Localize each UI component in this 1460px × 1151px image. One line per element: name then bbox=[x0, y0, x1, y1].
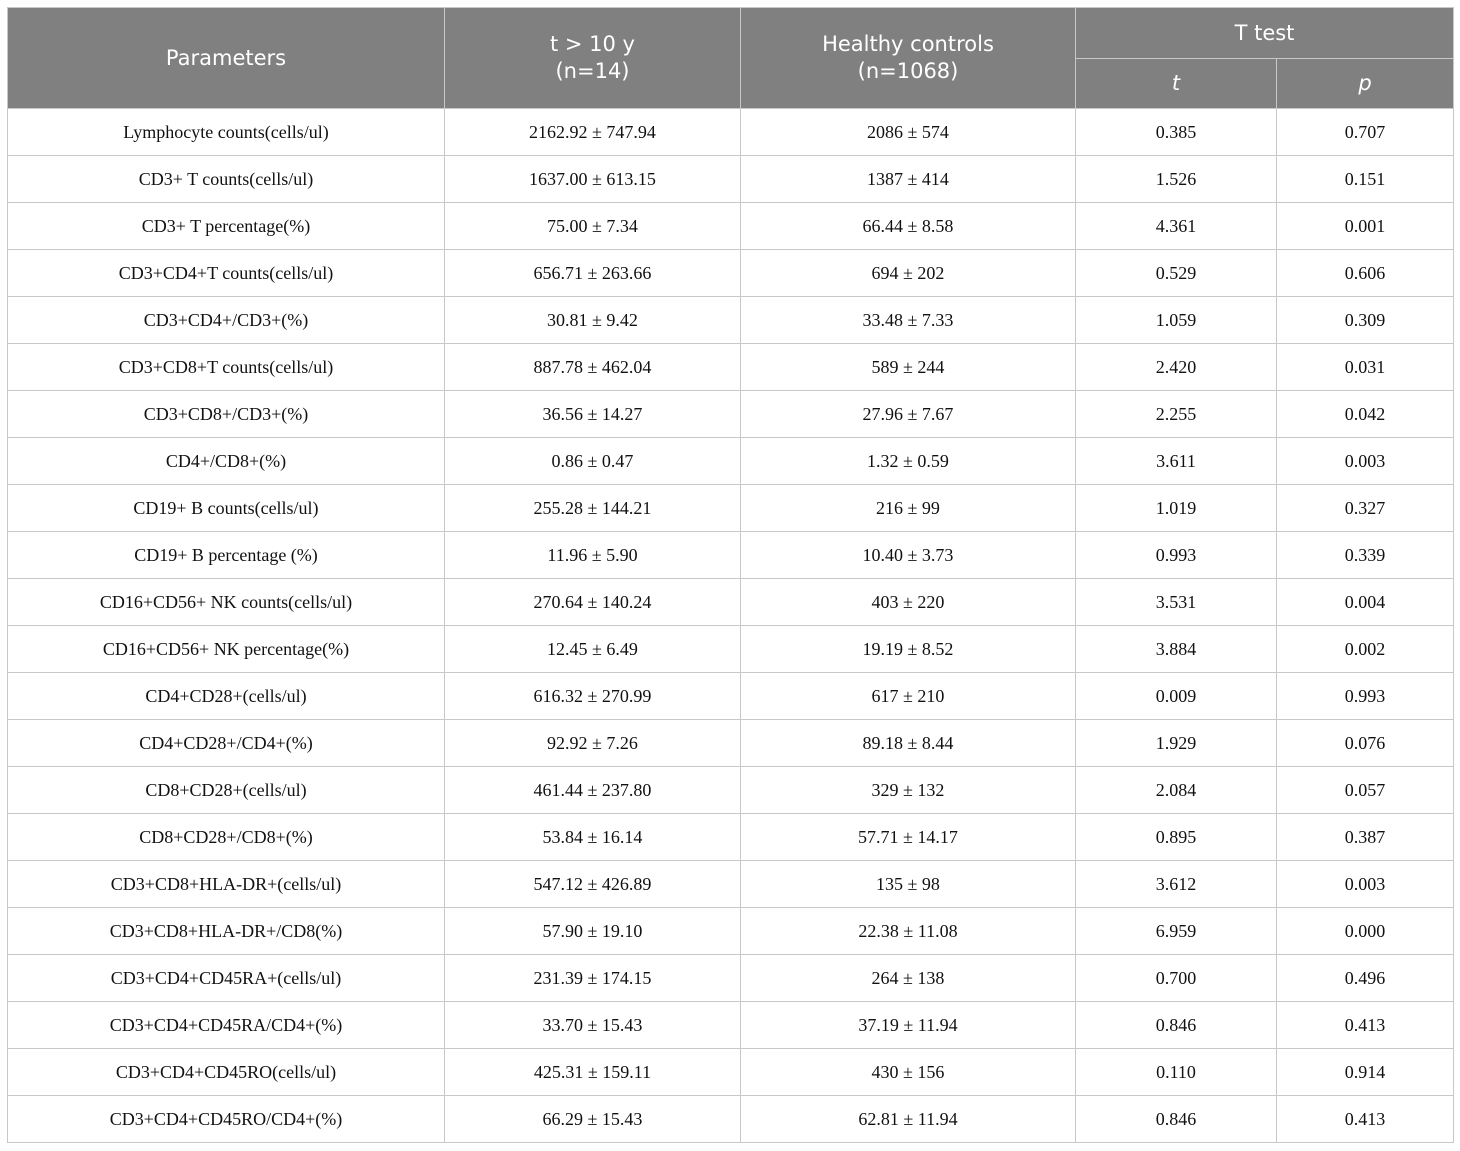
cell-p-value: 0.387 bbox=[1277, 814, 1454, 861]
cell-controls-value: 694 ± 202 bbox=[741, 250, 1076, 297]
cell-parameter: CD3+CD4+CD45RA+(cells/ul) bbox=[8, 955, 445, 1002]
header-ttest: T test bbox=[1076, 8, 1454, 59]
cell-controls-value: 2086 ± 574 bbox=[741, 109, 1076, 156]
cell-patients-value: 92.92 ± 7.26 bbox=[445, 720, 741, 767]
cell-p-value: 0.914 bbox=[1277, 1049, 1454, 1096]
table-row bbox=[8, 438, 1454, 485]
table-row bbox=[8, 673, 1454, 720]
cell-t-value: 3.531 bbox=[1076, 579, 1277, 626]
cell-p-value: 0.606 bbox=[1277, 250, 1454, 297]
cell-parameter: CD8+CD28+/CD8+(%) bbox=[8, 814, 445, 861]
table-row bbox=[8, 109, 1454, 156]
cell-p-value: 0.413 bbox=[1277, 1002, 1454, 1049]
cell-t-value: 0.846 bbox=[1076, 1096, 1277, 1143]
cell-controls-value: 135 ± 98 bbox=[741, 861, 1076, 908]
cell-t-value: 0.700 bbox=[1076, 955, 1277, 1002]
cell-patients-value: 270.64 ± 140.24 bbox=[445, 579, 741, 626]
cell-patients-value: 30.81 ± 9.42 bbox=[445, 297, 741, 344]
cell-t-value: 0.529 bbox=[1076, 250, 1277, 297]
cell-parameter: CD4+CD28+/CD4+(%) bbox=[8, 720, 445, 767]
header-group-patients-label: t > 10 y bbox=[549, 32, 635, 56]
header-group-controls bbox=[741, 8, 1076, 109]
cell-controls-value: 10.40 ± 3.73 bbox=[741, 532, 1076, 579]
cell-parameter: CD8+CD28+(cells/ul) bbox=[8, 767, 445, 814]
cell-controls-value: 27.96 ± 7.67 bbox=[741, 391, 1076, 438]
results-table bbox=[7, 7, 1454, 1143]
cell-controls-value: 33.48 ± 7.33 bbox=[741, 297, 1076, 344]
cell-t-value: 0.846 bbox=[1076, 1002, 1277, 1049]
cell-t-value: 0.895 bbox=[1076, 814, 1277, 861]
cell-patients-value: 1637.00 ± 613.15 bbox=[445, 156, 741, 203]
header-parameters: Parameters bbox=[8, 8, 445, 109]
header-p: p bbox=[1277, 59, 1454, 109]
cell-t-value: 1.526 bbox=[1076, 156, 1277, 203]
cell-parameter: CD3+CD8+T counts(cells/ul) bbox=[8, 344, 445, 391]
cell-p-value: 0.327 bbox=[1277, 485, 1454, 532]
cell-p-value: 0.151 bbox=[1277, 156, 1454, 203]
cell-parameter: CD3+CD4+CD45RO/CD4+(%) bbox=[8, 1096, 445, 1143]
cell-p-value: 0.003 bbox=[1277, 438, 1454, 485]
table-row bbox=[8, 861, 1454, 908]
cell-patients-value: 656.71 ± 263.66 bbox=[445, 250, 741, 297]
cell-patients-value: 12.45 ± 6.49 bbox=[445, 626, 741, 673]
cell-t-value: 0.110 bbox=[1076, 1049, 1277, 1096]
table-body bbox=[8, 109, 1454, 1143]
cell-patients-value: 66.29 ± 15.43 bbox=[445, 1096, 741, 1143]
cell-patients-value: 255.28 ± 144.21 bbox=[445, 485, 741, 532]
table-row bbox=[8, 485, 1454, 532]
cell-t-value: 1.019 bbox=[1076, 485, 1277, 532]
table-header bbox=[8, 8, 1454, 109]
table-row bbox=[8, 908, 1454, 955]
table-row bbox=[8, 532, 1454, 579]
cell-controls-value: 617 ± 210 bbox=[741, 673, 1076, 720]
cell-patients-value: 425.31 ± 159.11 bbox=[445, 1049, 741, 1096]
cell-parameter: CD3+ T counts(cells/ul) bbox=[8, 156, 445, 203]
cell-parameter: CD4+CD28+(cells/ul) bbox=[8, 673, 445, 720]
cell-parameter: Lymphocyte counts(cells/ul) bbox=[8, 109, 445, 156]
cell-p-value: 0.000 bbox=[1277, 908, 1454, 955]
cell-t-value: 1.059 bbox=[1076, 297, 1277, 344]
table-row bbox=[8, 720, 1454, 767]
cell-t-value: 2.420 bbox=[1076, 344, 1277, 391]
table-row bbox=[8, 767, 1454, 814]
cell-controls-value: 264 ± 138 bbox=[741, 955, 1076, 1002]
cell-controls-value: 216 ± 99 bbox=[741, 485, 1076, 532]
cell-controls-value: 19.19 ± 8.52 bbox=[741, 626, 1076, 673]
cell-parameter: CD3+CD8+HLA-DR+/CD8(%) bbox=[8, 908, 445, 955]
cell-parameter: CD3+CD4+T counts(cells/ul) bbox=[8, 250, 445, 297]
table-row bbox=[8, 344, 1454, 391]
cell-patients-value: 616.32 ± 270.99 bbox=[445, 673, 741, 720]
cell-t-value: 2.084 bbox=[1076, 767, 1277, 814]
cell-t-value: 3.611 bbox=[1076, 438, 1277, 485]
cell-t-value: 0.385 bbox=[1076, 109, 1277, 156]
cell-controls-value: 62.81 ± 11.94 bbox=[741, 1096, 1076, 1143]
cell-parameter: CD16+CD56+ NK percentage(%) bbox=[8, 626, 445, 673]
header-group-controls-label: Healthy controls bbox=[822, 32, 994, 56]
cell-t-value: 4.361 bbox=[1076, 203, 1277, 250]
cell-parameter: CD4+/CD8+(%) bbox=[8, 438, 445, 485]
cell-patients-value: 75.00 ± 7.34 bbox=[445, 203, 741, 250]
cell-patients-value: 231.39 ± 174.15 bbox=[445, 955, 741, 1002]
cell-patients-value: 461.44 ± 237.80 bbox=[445, 767, 741, 814]
cell-patients-value: 36.56 ± 14.27 bbox=[445, 391, 741, 438]
cell-p-value: 0.002 bbox=[1277, 626, 1454, 673]
cell-p-value: 0.993 bbox=[1277, 673, 1454, 720]
cell-t-value: 2.255 bbox=[1076, 391, 1277, 438]
cell-t-value: 0.993 bbox=[1076, 532, 1277, 579]
table-row bbox=[8, 203, 1454, 250]
cell-p-value: 0.413 bbox=[1277, 1096, 1454, 1143]
cell-patients-value: 33.70 ± 15.43 bbox=[445, 1002, 741, 1049]
cell-p-value: 0.057 bbox=[1277, 767, 1454, 814]
cell-patients-value: 887.78 ± 462.04 bbox=[445, 344, 741, 391]
cell-p-value: 0.003 bbox=[1277, 861, 1454, 908]
cell-parameter: CD19+ B counts(cells/ul) bbox=[8, 485, 445, 532]
cell-parameter: CD3+ T percentage(%) bbox=[8, 203, 445, 250]
table-row bbox=[8, 626, 1454, 673]
cell-p-value: 0.031 bbox=[1277, 344, 1454, 391]
cell-controls-value: 22.38 ± 11.08 bbox=[741, 908, 1076, 955]
table-row bbox=[8, 297, 1454, 344]
table-row bbox=[8, 814, 1454, 861]
table-row bbox=[8, 579, 1454, 626]
cell-controls-value: 57.71 ± 14.17 bbox=[741, 814, 1076, 861]
cell-t-value: 3.884 bbox=[1076, 626, 1277, 673]
header-t: t bbox=[1076, 59, 1277, 109]
cell-controls-value: 1387 ± 414 bbox=[741, 156, 1076, 203]
cell-parameter: CD3+CD4+CD45RO(cells/ul) bbox=[8, 1049, 445, 1096]
cell-p-value: 0.042 bbox=[1277, 391, 1454, 438]
cell-parameter: CD3+CD8+/CD3+(%) bbox=[8, 391, 445, 438]
cell-controls-value: 403 ± 220 bbox=[741, 579, 1076, 626]
table-row bbox=[8, 156, 1454, 203]
cell-t-value: 1.929 bbox=[1076, 720, 1277, 767]
cell-patients-value: 53.84 ± 16.14 bbox=[445, 814, 741, 861]
cell-patients-value: 0.86 ± 0.47 bbox=[445, 438, 741, 485]
cell-patients-value: 2162.92 ± 747.94 bbox=[445, 109, 741, 156]
cell-controls-value: 89.18 ± 8.44 bbox=[741, 720, 1076, 767]
cell-p-value: 0.004 bbox=[1277, 579, 1454, 626]
cell-controls-value: 589 ± 244 bbox=[741, 344, 1076, 391]
cell-parameter: CD3+CD4+/CD3+(%) bbox=[8, 297, 445, 344]
table-row bbox=[8, 250, 1454, 297]
header-group-patients bbox=[445, 8, 741, 109]
header-group-patients-n: (n=14) bbox=[555, 59, 630, 83]
header-row-top bbox=[8, 8, 1454, 59]
cell-controls-value: 1.32 ± 0.59 bbox=[741, 438, 1076, 485]
cell-controls-value: 66.44 ± 8.58 bbox=[741, 203, 1076, 250]
cell-parameter: CD3+CD8+HLA-DR+(cells/ul) bbox=[8, 861, 445, 908]
cell-p-value: 0.707 bbox=[1277, 109, 1454, 156]
table-row bbox=[8, 391, 1454, 438]
cell-p-value: 0.339 bbox=[1277, 532, 1454, 579]
cell-parameter: CD3+CD4+CD45RA/CD4+(%) bbox=[8, 1002, 445, 1049]
cell-p-value: 0.309 bbox=[1277, 297, 1454, 344]
cell-patients-value: 547.12 ± 426.89 bbox=[445, 861, 741, 908]
cell-t-value: 0.009 bbox=[1076, 673, 1277, 720]
table-row bbox=[8, 1002, 1454, 1049]
cell-controls-value: 37.19 ± 11.94 bbox=[741, 1002, 1076, 1049]
table-row bbox=[8, 1096, 1454, 1143]
cell-parameter: CD16+CD56+ NK counts(cells/ul) bbox=[8, 579, 445, 626]
cell-controls-value: 430 ± 156 bbox=[741, 1049, 1076, 1096]
header-group-controls-n: (n=1068) bbox=[857, 59, 959, 83]
cell-p-value: 0.076 bbox=[1277, 720, 1454, 767]
cell-t-value: 3.612 bbox=[1076, 861, 1277, 908]
cell-t-value: 6.959 bbox=[1076, 908, 1277, 955]
table-row bbox=[8, 955, 1454, 1002]
cell-parameter: CD19+ B percentage (%) bbox=[8, 532, 445, 579]
cell-patients-value: 57.90 ± 19.10 bbox=[445, 908, 741, 955]
table-row bbox=[8, 1049, 1454, 1096]
cell-controls-value: 329 ± 132 bbox=[741, 767, 1076, 814]
cell-p-value: 0.001 bbox=[1277, 203, 1454, 250]
cell-p-value: 0.496 bbox=[1277, 955, 1454, 1002]
cell-patients-value: 11.96 ± 5.90 bbox=[445, 532, 741, 579]
